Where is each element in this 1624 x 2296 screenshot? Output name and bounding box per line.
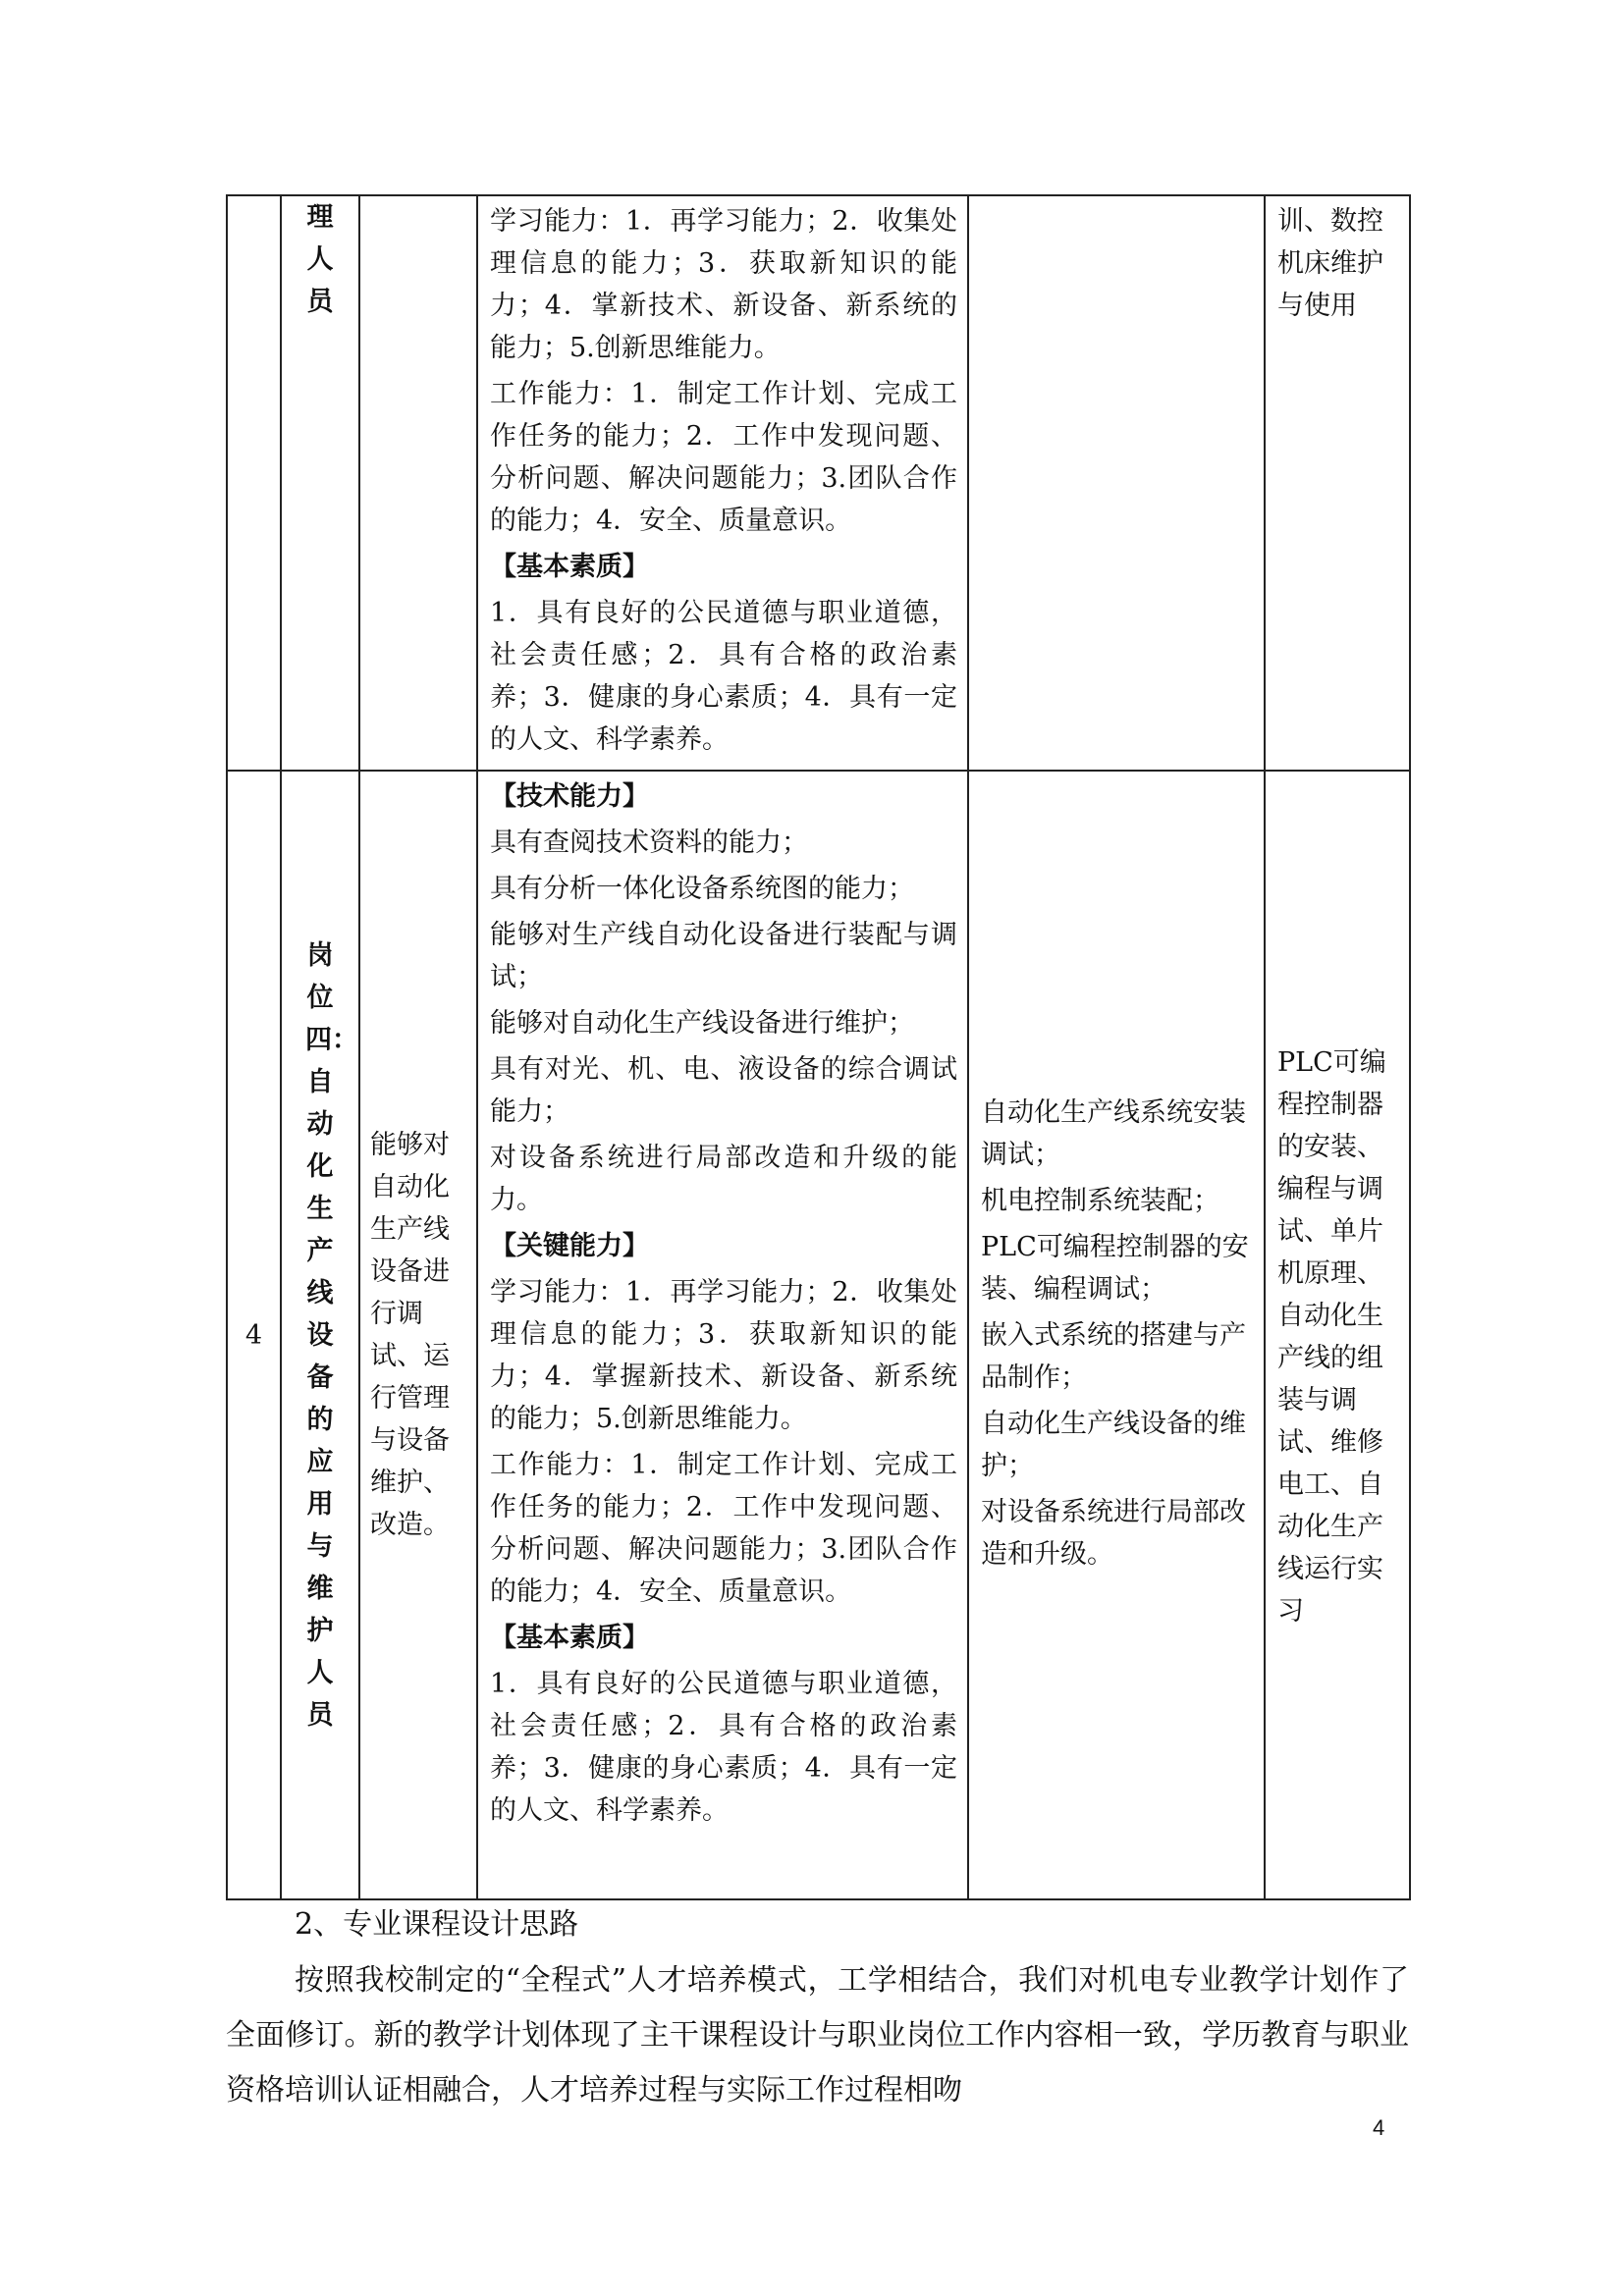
task-cell xyxy=(968,195,1265,771)
role-char: 自 xyxy=(306,1066,334,1097)
course-text: 训、数控机床维护与使用 xyxy=(1277,206,1383,321)
task-item: 自动化生产线设备的维护； xyxy=(981,1408,1246,1481)
role-char: 用 xyxy=(306,1488,334,1520)
table-row xyxy=(227,195,1410,771)
row-number-cell xyxy=(227,771,281,1899)
section-title: 2、专业课程设计思路 xyxy=(295,1907,579,1942)
role-char: 人 xyxy=(306,1657,334,1688)
role-char: 位 xyxy=(306,982,334,1013)
ability-cell xyxy=(477,771,968,1899)
ability-paragraph: 具有分析一体化设备系统图的能力； xyxy=(490,874,914,904)
task-item: 嵌入式系统的搭建与产品制作； xyxy=(981,1319,1246,1393)
ability-paragraph: 1．具有良好的公民道德与职业道德，社会责任感；2．具有合格的政治素养；3．健康的身心素质；4．具有一定的人文、科学素养。 xyxy=(490,598,957,755)
body-paragraph: 按照我校制定的“全程式”人才培养模式，工学相结合，我们对机电专业教学计划作了全面修订。新的教学计划体现了主干课程设计与职业岗位工作内容相一致，学历教育与职业资格培训认证相融合，人才培养过程与实际工作过程相吻 xyxy=(226,1963,1409,2108)
role-char: 人 xyxy=(306,244,334,275)
ability-paragraph: 1．具有良好的公民道德与职业道德，社会责任感；2．具有合格的政治素养；3．健康的身心素质；4．具有一定的人文、科学素养。 xyxy=(490,1669,957,1826)
role-char: ： xyxy=(332,1024,358,1055)
job-role-cell xyxy=(281,771,359,1899)
ability-paragraph: 能够对生产线自动化设备进行装配与调试； xyxy=(490,920,957,992)
task-item: 自动化生产线系统安装调试； xyxy=(981,1096,1246,1170)
ability-cell xyxy=(477,195,968,771)
role-char: 护 xyxy=(306,1615,334,1646)
ability-paragraph: 具有查阅技术资料的能力； xyxy=(490,828,808,858)
role-char: 与 xyxy=(306,1530,334,1562)
role-char: 员 xyxy=(306,1699,334,1731)
row-number: 4 xyxy=(244,1319,263,1351)
ability-paragraph: 工作能力：1．制定工作计划、完成工作任务的能力；2．工作中发现问题、分析问题、解决问题能力；3.团队合作的能力；4．安全、质量意识。 xyxy=(490,1450,957,1607)
row-number-cell xyxy=(227,195,281,771)
role-char: 线 xyxy=(306,1277,334,1308)
job-ability-table xyxy=(226,194,1411,1900)
role-char: 员 xyxy=(306,287,334,317)
role-char: 生 xyxy=(306,1193,334,1224)
page-number: 4 xyxy=(1373,2115,1385,2140)
job-role-text xyxy=(305,196,335,323)
job-description-cell xyxy=(359,195,477,771)
role-char: 动 xyxy=(306,1108,334,1140)
role-char: 的 xyxy=(306,1404,334,1435)
ability-paragraph: 能够对自动化生产线设备进行维护； xyxy=(490,1008,914,1039)
ability-paragraph: 学习能力：1．再学习能力；2．收集处理信息的能力；3．获取新知识的能力；4．掌握新技术、新设备、新系统的能力；5.创新思维能力。 xyxy=(490,1277,957,1434)
ability-paragraph: 工作能力：1．制定工作计划、完成工作任务的能力；2．工作中发现问题、分析问题、解决问题能力；3.团队合作的能力；4．安全、质量意识。 xyxy=(490,379,957,536)
ability-heading: 【基本素质】 xyxy=(490,1623,649,1653)
job-role-text xyxy=(305,934,358,1736)
job-description-text: 能够对自动化生产线设备进行调试、运行管理与设备维护、改造。 xyxy=(370,1130,450,1540)
job-description-cell xyxy=(359,771,477,1899)
job-role-cell xyxy=(281,195,359,771)
ability-paragraph: 具有对光、机、电、液设备的综合调试能力； xyxy=(490,1054,957,1127)
ability-paragraph: 学习能力：1．再学习能力；2．收集处理信息的能力；3．获取新知识的能力；4．掌新技术、新设备、新系统的能力；5.创新思维能力。 xyxy=(490,206,957,363)
course-cell xyxy=(1265,195,1410,771)
task-item: 对设备系统进行局部改造和升级。 xyxy=(981,1496,1246,1570)
role-char: 应 xyxy=(306,1446,334,1477)
ability-paragraph: 对设备系统进行局部改造和升级的能力。 xyxy=(490,1143,957,1215)
ability-heading: 【关键能力】 xyxy=(490,1231,649,1261)
ability-heading: 【基本素质】 xyxy=(490,552,649,582)
course-cell xyxy=(1265,771,1410,1899)
task-cell xyxy=(968,771,1265,1899)
role-char: 维 xyxy=(306,1573,334,1604)
role-char: 产 xyxy=(306,1235,334,1266)
ability-heading: 【技术能力】 xyxy=(490,781,649,812)
role-char: 备 xyxy=(306,1362,334,1393)
role-char: 化 xyxy=(306,1150,334,1182)
role-char: 设 xyxy=(306,1319,334,1351)
task-item: 机电控制系统装配； xyxy=(981,1185,1219,1216)
course-text: PLC可编程控制器的安装、编程与调试、单片机原理、自动化生产线的组装与调试、维修电工、自动化生产线运行实习 xyxy=(1277,1047,1386,1627)
table-row xyxy=(227,771,1410,1899)
role-char: 岗 xyxy=(306,939,334,971)
task-item: PLC可编程控制器的安装、编程调试； xyxy=(981,1231,1249,1305)
role-char: 理 xyxy=(306,202,334,233)
role-char: 四 xyxy=(305,1024,332,1055)
